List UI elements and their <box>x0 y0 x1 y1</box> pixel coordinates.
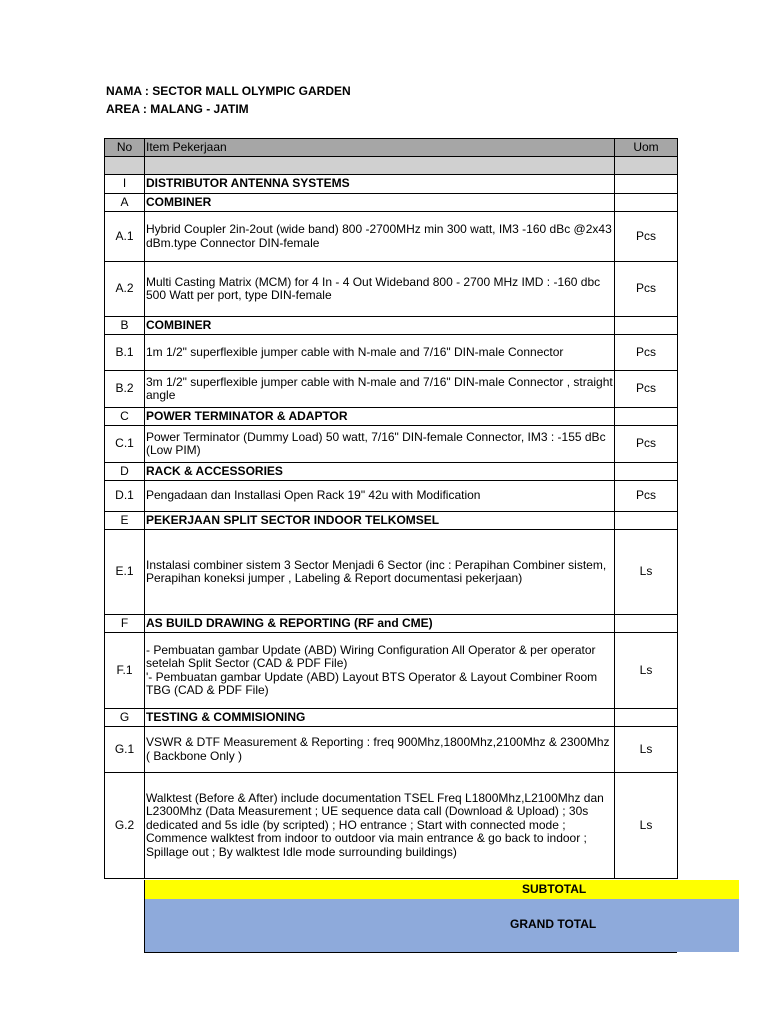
grand-total-row <box>145 899 739 952</box>
row-number: D <box>105 463 145 481</box>
subtotal-label: SUBTOTAL <box>522 882 587 896</box>
row-number: B.1 <box>105 335 145 371</box>
row-number: I <box>105 175 145 194</box>
table-row <box>105 727 678 773</box>
row-item: Pengadaan dan Installasi Open Rack 19" 42u with Modification <box>145 481 615 512</box>
row-uom: Pcs <box>615 481 678 512</box>
row-item: COMBINER <box>145 317 615 335</box>
row-item: POWER TERMINATOR & ADAPTOR <box>145 408 615 426</box>
row-item-line: '- Pembuatan gambar Update (ABD) Layout BTS Operator & Layout Combiner Room TBG (CAD & PDF File) <box>146 669 598 697</box>
row-uom <box>615 194 678 212</box>
table-row <box>105 212 678 262</box>
section-row <box>105 408 678 426</box>
row-uom <box>615 709 678 727</box>
section-row <box>105 175 678 194</box>
row-number: D.1 <box>105 481 145 512</box>
table-row <box>105 773 678 879</box>
row-item: VSWR & DTF Measurement & Reporting : freq 900Mhz,1800Mhz,2100Mhz & 2300Mhz ( Backbone Only ) <box>145 727 615 773</box>
project-area: AREA : MALANG - JATIM <box>106 102 249 116</box>
row-number: G <box>105 709 145 727</box>
row-item: 3m 1/2" superflexible jumper cable with N-male and 7/16" DIN-male Connector , straight angle <box>145 371 615 408</box>
row-number: C.1 <box>105 426 145 463</box>
row-number: G.2 <box>105 773 145 879</box>
row-item: Hybrid Coupler 2in-2out (wide band) 800 -2700MHz min 300 watt, IM3 -160 dBc @2x43 dBm.type Connector DIN-female <box>145 212 615 262</box>
section-row <box>105 463 678 481</box>
row-number: E.1 <box>105 530 145 615</box>
boq-table <box>104 138 678 879</box>
table-row <box>105 426 678 463</box>
row-item: DISTRIBUTOR ANTENNA SYSTEMS <box>145 175 615 194</box>
row-item: AS BUILD DRAWING & REPORTING (RF and CME) <box>145 615 615 633</box>
row-uom: Ls <box>615 773 678 879</box>
row-item: Multi Casting Matrix (MCM) for 4 In - 4 Out Wideband 800 - 2700 MHz IMD : -160 dbc 500 Watt per port, type DIN-female <box>145 262 615 317</box>
blank-cell <box>615 157 678 175</box>
table-row <box>105 335 678 371</box>
row-number: A.1 <box>105 212 145 262</box>
section-row <box>105 709 678 727</box>
row-number: B <box>105 317 145 335</box>
column-header-item: Item Pekerjaan <box>145 139 615 157</box>
blank-cell <box>105 157 145 175</box>
row-uom <box>615 463 678 481</box>
row-number: F.1 <box>105 633 145 709</box>
row-item: Walktest (Before & After) include documentation TSEL Freq L1800Mhz,L2100Mhz dan L2300Mhz (Data Measurement ; UE sequence data call (Download & Upload) ; 30s dedicated and 5s idle (by scripted) ; HO entrance ; Start with connected mode ; Commence walktest from indoor to outdoor via main entrance & go back to indoor ; Spillage out ; By walktest Idle mode surrounding buildings) <box>145 773 615 879</box>
row-uom: Ls <box>615 727 678 773</box>
row-uom: Pcs <box>615 371 678 408</box>
section-row <box>105 317 678 335</box>
blank-cell <box>145 157 615 175</box>
table-row <box>105 481 678 512</box>
row-uom <box>615 615 678 633</box>
row-uom <box>615 317 678 335</box>
table-row <box>105 371 678 408</box>
column-header-uom: Uom <box>615 139 678 157</box>
row-uom <box>615 175 678 194</box>
row-number: E <box>105 512 145 530</box>
row-uom <box>615 512 678 530</box>
row-uom: Ls <box>615 633 678 709</box>
row-uom: Pcs <box>615 426 678 463</box>
row-item: RACK & ACCESSORIES <box>145 463 615 481</box>
section-row <box>105 194 678 212</box>
row-uom: Ls <box>615 530 678 615</box>
row-number: A.2 <box>105 262 145 317</box>
row-item <box>145 633 615 709</box>
row-item: Power Terminator (Dummy Load) 50 watt, 7/16" DIN-female Connector, IM3 : -155 dBc (Low PIM) <box>145 426 615 463</box>
grand-total-label: GRAND TOTAL <box>510 917 597 931</box>
row-number: B.2 <box>105 371 145 408</box>
row-uom: Pcs <box>615 262 678 317</box>
totals-left-border <box>144 880 145 953</box>
section-row <box>105 615 678 633</box>
subtotal-row <box>145 880 739 899</box>
row-number: F <box>105 615 145 633</box>
row-number: G.1 <box>105 727 145 773</box>
row-item: TESTING & COMMISIONING <box>145 709 615 727</box>
column-header-no: No <box>105 139 145 157</box>
row-item: PEKERJAAN SPLIT SECTOR INDOOR TELKOMSEL <box>145 512 615 530</box>
row-item: 1m 1/2" superflexible jumper cable with N-male and 7/16" DIN-male Connector <box>145 335 615 371</box>
table-row <box>105 530 678 615</box>
row-uom: Pcs <box>615 335 678 371</box>
row-item: Instalasi combiner sistem 3 Sector Menjadi 6 Sector (inc : Perapihan Combiner sistem, Perapihan koneksi jumper , Labeling & Report documentasi pekerjaan) <box>145 530 615 615</box>
row-uom: Pcs <box>615 212 678 262</box>
table-row <box>105 262 678 317</box>
section-row <box>105 512 678 530</box>
totals-bottom-border <box>144 952 677 953</box>
row-number: C <box>105 408 145 426</box>
row-item-line: - Pembuatan gambar Update (ABD) Wiring Configuration All Operator & per operator setelah Split Sector (CAD & PDF File) <box>146 642 596 670</box>
project-name: NAMA : SECTOR MALL OLYMPIC GARDEN <box>106 84 351 98</box>
table-row <box>105 633 678 709</box>
row-number: A <box>105 194 145 212</box>
row-uom <box>615 408 678 426</box>
row-item: COMBINER <box>145 194 615 212</box>
blank-header-row <box>105 157 678 175</box>
table-header-row <box>105 139 678 157</box>
